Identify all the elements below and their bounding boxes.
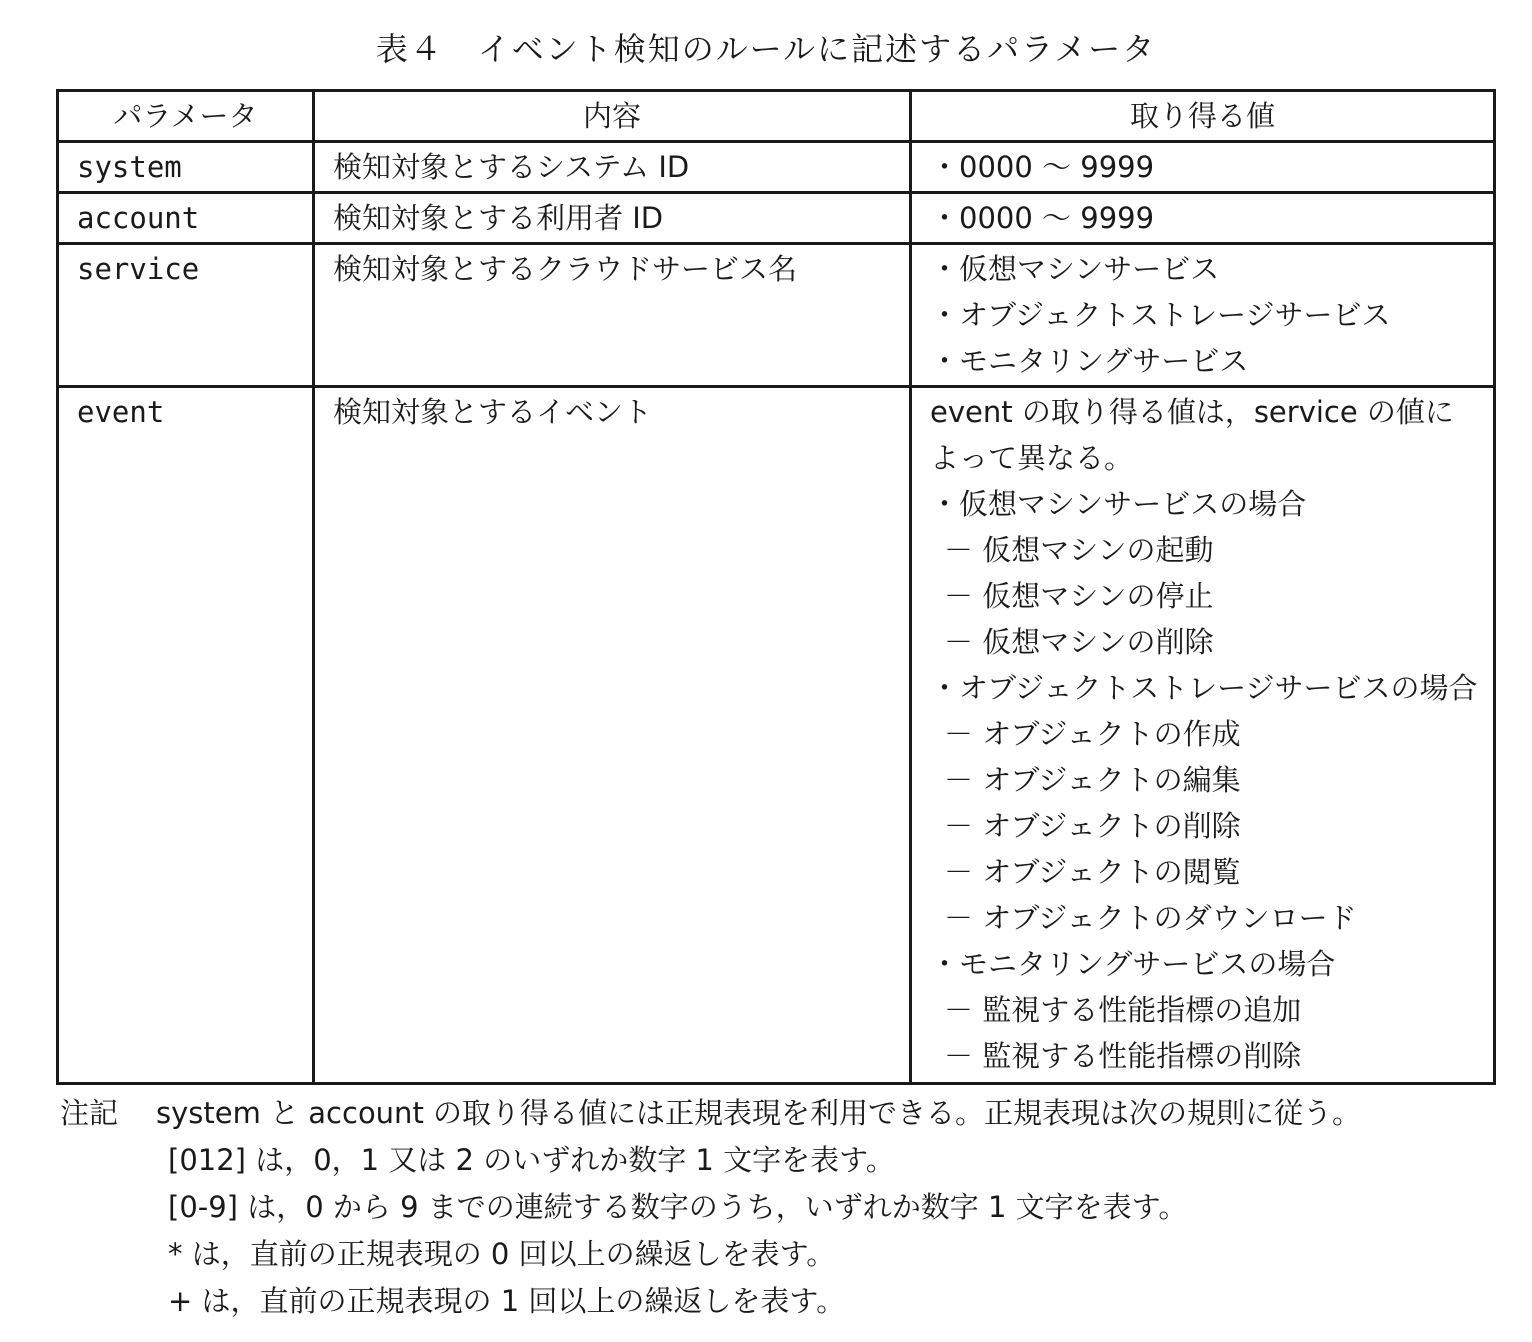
table-row-service xyxy=(58,244,1495,387)
table-title: 表４ イベント検知のルールに記述するパラメータ xyxy=(375,30,1157,68)
event-intro-text: event の取り得る値は，service の値によって異なる。 xyxy=(930,395,1454,475)
notes-section xyxy=(60,1090,1500,1325)
value-line: － 監視する性能指標の追加 xyxy=(944,993,1302,1027)
table-header-row xyxy=(58,91,1495,142)
table-row-event xyxy=(58,387,1495,1084)
value-line: － 仮想マシンの停止 xyxy=(944,579,1214,613)
param-cell: system xyxy=(58,142,314,193)
values-cell xyxy=(911,142,1495,193)
notes-heading xyxy=(60,1090,1500,1137)
value-line: ・0000 〜 9999 xyxy=(930,150,1155,184)
content-cell: 検知対象とするクラウドサービス名 xyxy=(314,244,911,387)
note-item: * は，直前の正規表現の 0 回以上の繰返しを表す。 xyxy=(168,1237,836,1271)
value-line: ・オブジェクトストレージサービス xyxy=(930,298,1391,332)
notes-lead: system と account の取り得る値には正規表現を利用できる。正規表現は次の規則に従う。 xyxy=(156,1096,1362,1130)
value-line: ・0000 〜 9999 xyxy=(930,201,1155,235)
param-cell: event xyxy=(58,387,314,1084)
notes-label: 注記 xyxy=(60,1096,119,1130)
content-cell: 検知対象とする利用者 ID xyxy=(314,193,911,244)
value-line: ・仮想マシンサービスの場合 xyxy=(930,487,1307,521)
table-row-system xyxy=(58,142,1495,193)
value-line: － 仮想マシンの削除 xyxy=(944,625,1214,659)
values-cell xyxy=(911,387,1495,1084)
param-cell: account xyxy=(58,193,314,244)
value-line: ・オブジェクトストレージサービスの場合 xyxy=(930,671,1478,705)
value-line: ・モニタリングサービスの場合 xyxy=(930,947,1336,981)
note-item: [0-9] は，0 から 9 までの連続する数字のうち，いずれか数字 1 文字を表す。 xyxy=(168,1190,1188,1224)
header-values: 取り得る値 xyxy=(911,91,1495,142)
value-line: ・仮想マシンサービス xyxy=(930,252,1220,286)
value-line: ・モニタリングサービス xyxy=(930,344,1249,378)
value-line: － オブジェクトの削除 xyxy=(944,809,1241,843)
values-cell xyxy=(911,244,1495,387)
header-parameter: パラメータ xyxy=(58,91,314,142)
content-cell: 検知対象とするシステム ID xyxy=(314,142,911,193)
values-cell xyxy=(911,193,1495,244)
value-line: － オブジェクトのダウンロード xyxy=(944,901,1357,935)
parameter-table xyxy=(56,89,1496,1085)
value-line: － 仮想マシンの起動 xyxy=(944,533,1214,567)
value-line: － オブジェクトの編集 xyxy=(944,763,1241,797)
value-line: － オブジェクトの作成 xyxy=(944,717,1241,751)
content-cell: 検知対象とするイベント xyxy=(314,387,911,1084)
table-row-account xyxy=(58,193,1495,244)
note-item: + は，直前の正規表現の 1 回以上の繰返しを表す。 xyxy=(168,1284,846,1318)
value-line: － オブジェクトの閲覧 xyxy=(944,855,1241,889)
param-cell: service xyxy=(58,244,314,387)
header-content: 内容 xyxy=(314,91,911,142)
note-item: [012] は，0，1 又は 2 のいずれか数字 1 文字を表す。 xyxy=(168,1143,895,1177)
value-line: － 監視する性能指標の削除 xyxy=(944,1039,1302,1073)
